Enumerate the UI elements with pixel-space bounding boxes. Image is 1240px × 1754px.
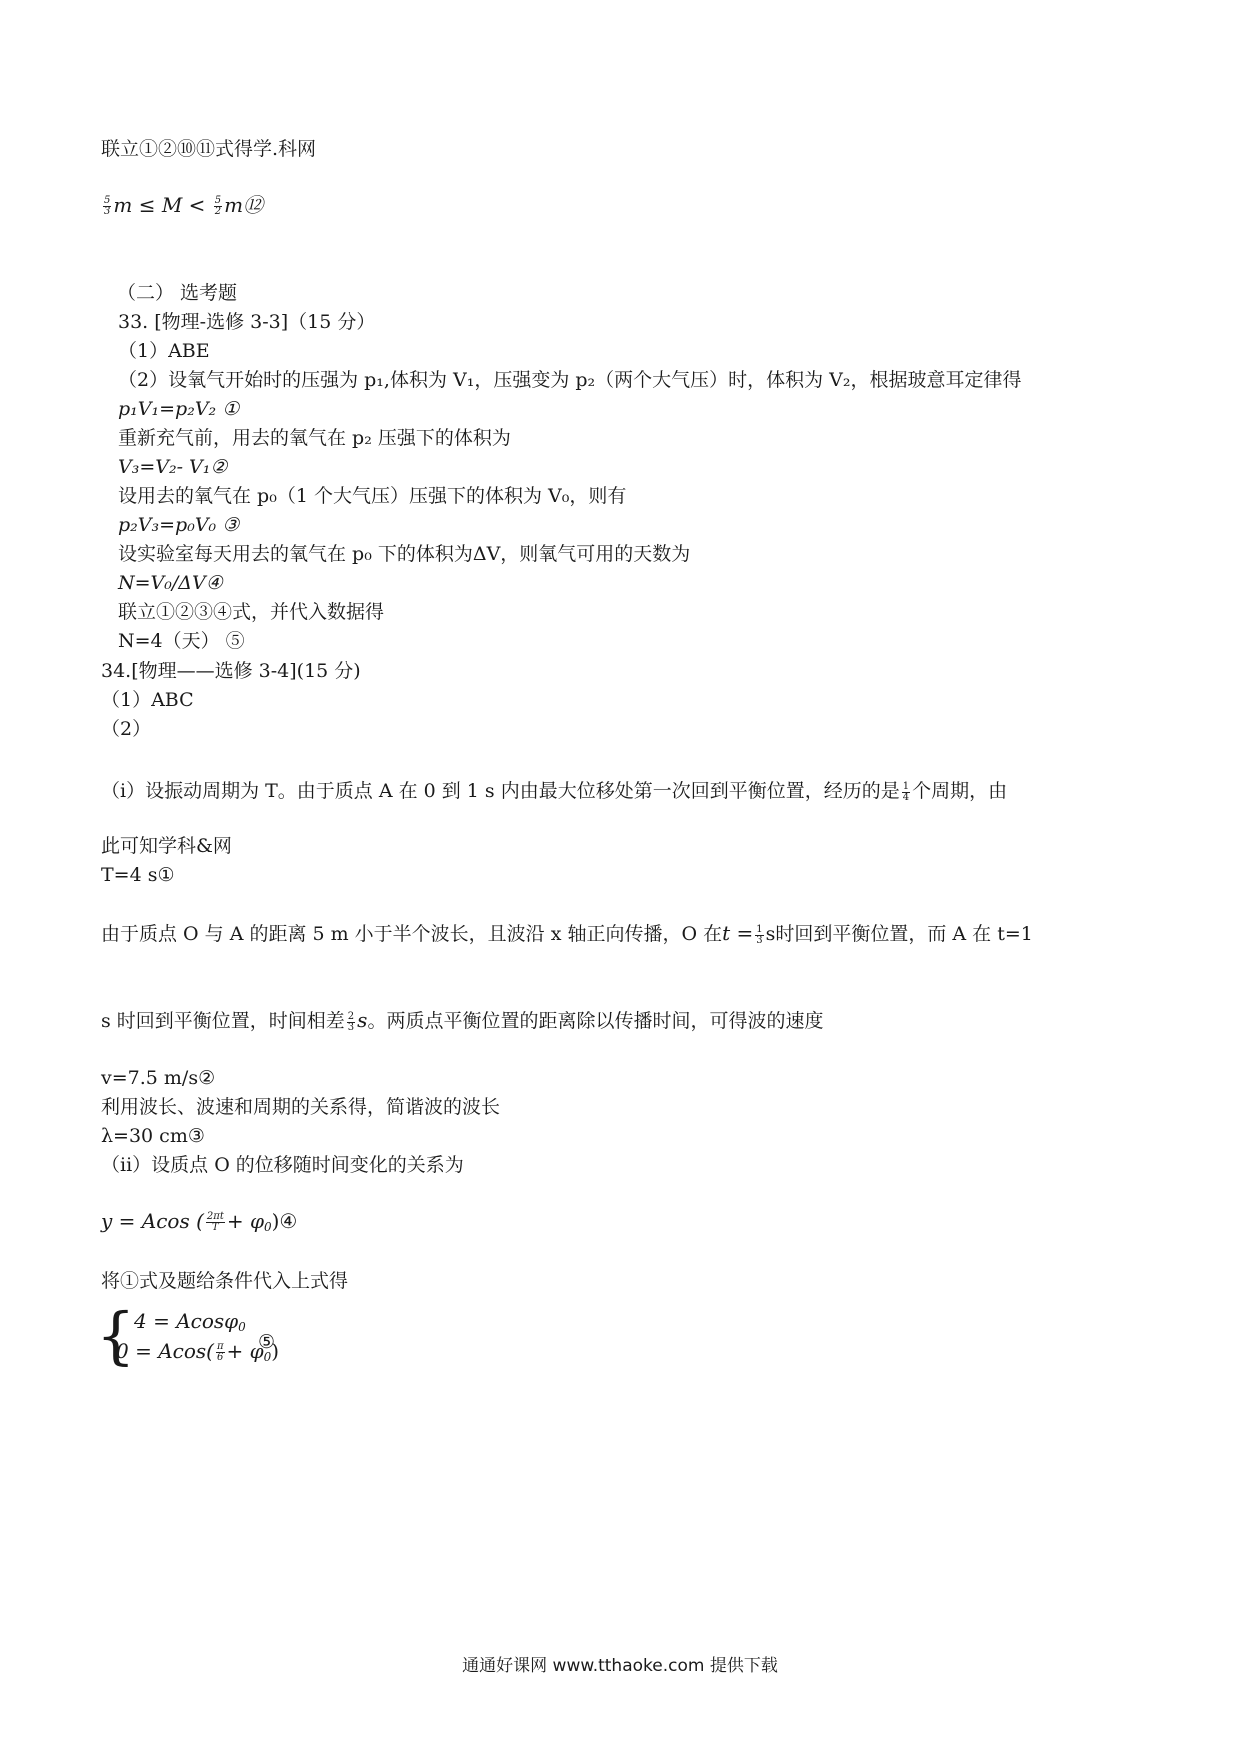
q34-wavelength-result: λ=30 cm③	[101, 1125, 205, 1147]
system-eq-marker: ⑤	[258, 1331, 276, 1353]
frac-2pit-T: $\frac{2\pi t}{T}$	[206, 1211, 224, 1233]
inequality-eq12: $\frac{5}{3}$ m ≤ M < $\frac{5}{2}$ m⑫	[104, 193, 264, 217]
q33-part1-answer: （1）ABE	[118, 340, 210, 362]
q34-i-line-4: s 时回到平衡位置，时间相差 $\frac{2}{3}$ s。两质点平衡位置的距离除以传播时间，可得波的速度	[101, 1008, 824, 1033]
q34-velocity-result: v=7.5 m/s②	[101, 1067, 216, 1089]
frac-2-3: $\frac{2}{3}$	[347, 1010, 355, 1033]
q34-text-wavelength: 利用波长、波速和周期的关系得，简谐波的波长	[101, 1096, 501, 1118]
q33-eq2: V₃=V₂- V₁②	[118, 456, 228, 478]
frac-pi-6: $\frac{\pi}{6}$	[216, 1341, 224, 1363]
q33-eq5: N=4（天） ⑤	[118, 630, 245, 652]
line-combine-1: 联立①②⑩⑪式得学.科网	[101, 138, 317, 160]
question-33-heading: 33. [物理-选修 3-3]（15 分）	[118, 311, 376, 333]
system-eq-1: 4 = Acosφ$_0$	[134, 1309, 246, 1334]
q34-i-line-2: 此可知学科&网	[101, 835, 232, 857]
equation-system-brace: {	[96, 1299, 136, 1372]
frac-1-3: $\frac{1}{3}$	[756, 923, 763, 946]
system-eq-2: 0 = Acos( $\frac{\pi}{6}$ + $\varphi_0$)	[116, 1339, 280, 1364]
frac-5-2: $\frac{5}{2}$	[214, 195, 222, 217]
frac-5-3: $\frac{5}{3}$	[104, 195, 111, 217]
q33-eq3: p₂V₃=p₀V₀ ③	[118, 514, 240, 536]
q34-i-line-1: （i）设振动周期为 T。由于质点 A 在 0 到 1 s 内由最大位移处第一次回到平衡位置，经历的是 $\frac{1}{4}$ 个周期，由	[101, 780, 1008, 803]
frac-1-4: $\frac{1}{4}$	[902, 780, 910, 803]
q34-part2-label: （2）	[101, 718, 152, 740]
q33-text-5: 联立①②③④式，并代入数据得	[118, 601, 385, 623]
q34-ii-intro: （ii）设质点 O 的位移随时间变化的关系为	[101, 1154, 464, 1176]
q33-text-4: 设实验室每天用去的氧气在 p₀ 下的体积为ΔV，则氧气可用的天数为	[118, 543, 691, 565]
displacement-equation: y = Acos ( $\frac{2\pi t}{T}$ + $\varphi_0)④$	[101, 1209, 298, 1234]
q33-text-2: 重新充气前，用去的氧气在 p₂ 压强下的体积为	[118, 427, 511, 449]
q34-i-line-3: 由于质点 O 与 A 的距离 5 m 小于半个波长，且波沿 x 轴正向传播，O 在t = $\frac{1}{3}$ s时回到平衡位置，而 A 在 t=1	[101, 921, 1033, 946]
q34-substitute-text: 将①式及题给条件代入上式得	[101, 1270, 349, 1292]
q33-text-3: 设用去的氧气在 p₀（1 个大气压）压强下的体积为 V₀，则有	[118, 485, 627, 507]
q34-period-result: T=4 s①	[101, 864, 175, 886]
q33-part2-intro: （2）设氧气开始时的压强为 p₁,体积为 V₁，压强变为 p₂（两个大气压）时，体积为 V₂，根据玻意耳定律得	[118, 369, 1022, 391]
q33-eq1: p₁V₁=p₂V₂ ①	[118, 398, 240, 420]
q33-eq4: N=V₀/ΔV④	[118, 572, 223, 594]
page-footer: 通通好课网 www.tthaoke.com 提供下载	[462, 1656, 778, 1676]
question-34-heading: 34.[物理——选修 3-4](15 分)	[101, 660, 361, 682]
q34-part1-answer: （1）ABC	[101, 689, 194, 711]
section-heading-optional: （二） 选考题	[117, 282, 238, 304]
